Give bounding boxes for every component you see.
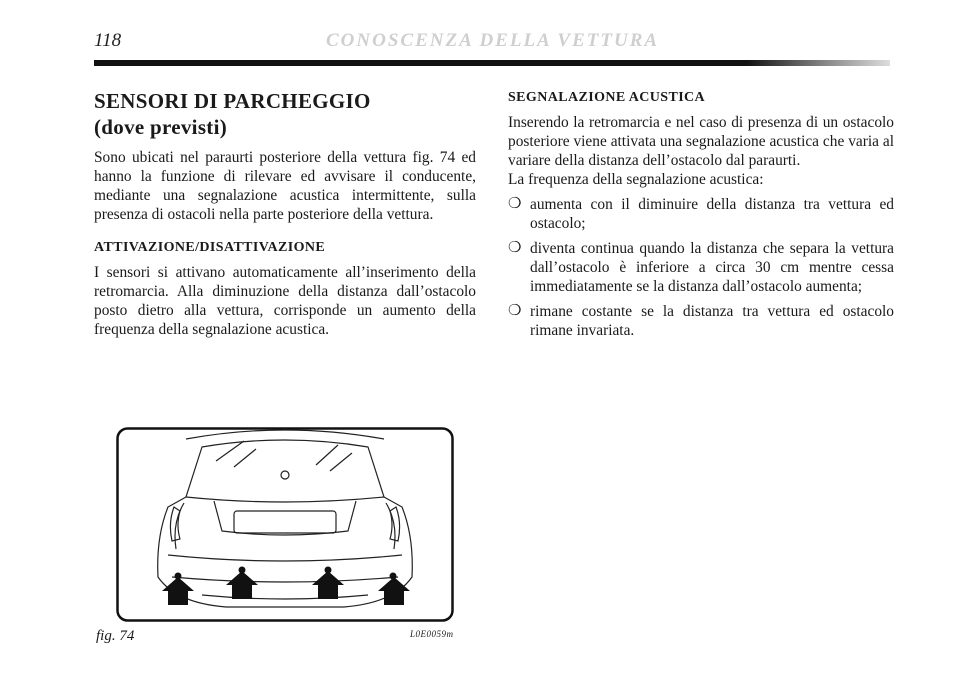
section-title [94, 88, 476, 140]
subheading-activation: ATTIVAZIONE/DISATTIVAZIONE [94, 240, 326, 255]
figure-code: L0E0059m [410, 629, 454, 639]
acoustic-paragraph: Inserendo la retromarcia e nel caso di presenza di un ostacolo posteriore viene attivata una segnalazione acustica che varia al variare della distanza dell’ostacolo dal paraurti. [508, 114, 894, 169]
right-column [508, 88, 894, 346]
list-item-text: diventa continua quando la distanza che separa la vettura dall’ostacolo è inferiore a circa 30 cm mentre cessa immediatamente se la distanza dall’ostacolo aumenta; [530, 240, 894, 295]
subheading-acoustic: SEGNALAZIONE ACUSTICA [508, 90, 706, 105]
running-title: CONOSCENZA DELLA VETTURA [326, 30, 660, 51]
list-item-text: rimane costante se la distanza tra vettura ed ostacolo rimane invariata. [530, 303, 894, 339]
header-rule [94, 60, 890, 66]
list-item-text: aumenta con il diminuire della distanza tra vettura ed ostacolo; [530, 196, 894, 232]
intro-paragraph: Sono ubicati nel paraurti posteriore della vettura fig. 74 ed hanno la funzione di rilevare ed avvisare il conducente, mediante una segnalazione acustica intermittente, sulla presenza di ostacoli nella parte posteriore della vettura. [94, 149, 476, 223]
frequency-lead: La frequenza della segnalazione acustica: [508, 171, 764, 188]
bullet-icon: ❍ [508, 303, 522, 319]
frequency-list [508, 195, 894, 340]
page-number: 118 [94, 30, 122, 51]
bullet-icon: ❍ [508, 240, 522, 256]
title-line-1: SENSORI DI PARCHEGGIO [94, 89, 371, 113]
list-item [508, 195, 894, 233]
list-item [508, 302, 894, 340]
figure-caption: fig. 74 [96, 628, 135, 644]
list-item [508, 239, 894, 296]
activation-paragraph: I sensori si attivano automaticamente all’inserimento della retromarcia. Alla diminuzione della distanza dall’ostacolo posto dietro alla vettura, corrisponde un aumento della frequenza della segnalazione acustica. [94, 264, 476, 338]
left-column [94, 88, 476, 353]
car-rear-illustration [116, 427, 454, 622]
title-line-2: (dove previsti) [94, 115, 228, 139]
bullet-icon: ❍ [508, 196, 522, 212]
